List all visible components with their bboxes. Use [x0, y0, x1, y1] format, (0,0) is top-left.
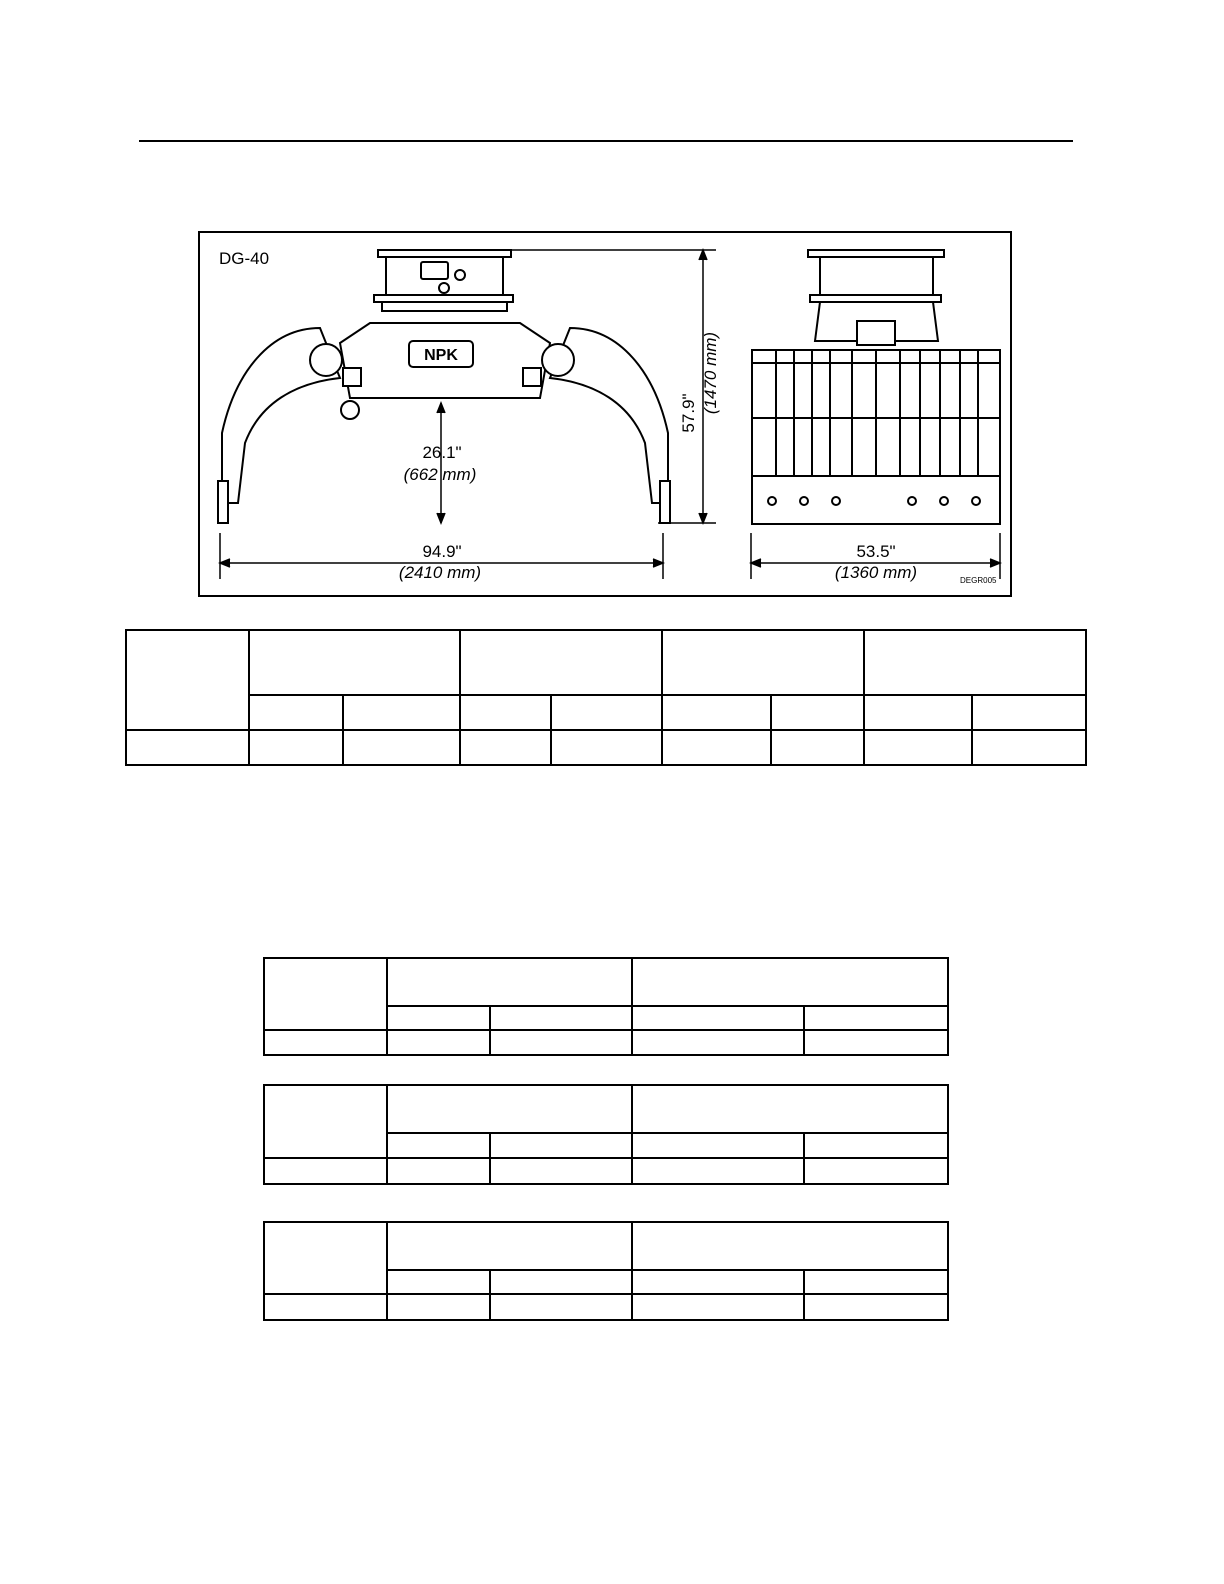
right-pin: [523, 368, 541, 386]
mount-plate: [378, 250, 511, 257]
rotator-flange: [374, 295, 513, 302]
table-cell: [632, 1270, 804, 1294]
table-cell: [551, 730, 662, 765]
table-cell: [972, 695, 1086, 730]
table-cell: [864, 695, 972, 730]
table-cell: [771, 730, 865, 765]
table-cell: [387, 958, 632, 1006]
fitting-icon: [439, 283, 449, 293]
table-cell: [264, 1294, 387, 1320]
side-valve-block: [857, 321, 895, 345]
small-spec-table-3: [263, 1221, 949, 1321]
side-mount-plate: [808, 250, 944, 257]
table-cell: [632, 1133, 804, 1158]
table-cell: [662, 695, 771, 730]
side-rotator-flange: [810, 295, 941, 302]
hose-fitting-icon: [341, 401, 359, 419]
width-mm-label: (2410 mm): [398, 563, 482, 582]
table-cell: [972, 730, 1086, 765]
table-row: [264, 1030, 948, 1055]
opening-in-label: 26.1": [422, 443, 462, 462]
table-cell: [490, 1030, 632, 1055]
table-cell: [387, 1222, 632, 1270]
table-cell: [343, 730, 461, 765]
table-cell: [551, 695, 662, 730]
table-cell: [490, 1158, 632, 1184]
table-cell: [804, 1294, 948, 1320]
table-cell: [632, 1158, 804, 1184]
table-cell: [662, 730, 771, 765]
table-cell: [864, 730, 972, 765]
model-label: DG-40: [219, 249, 270, 268]
table-cell: [387, 1085, 632, 1133]
table-cell: [387, 1006, 491, 1030]
table-row: [264, 1158, 948, 1184]
table-row: [264, 1294, 948, 1320]
table-cell: [264, 1030, 387, 1055]
right-pivot: [542, 344, 574, 376]
dimension-figure: [198, 231, 1012, 597]
width-in-label: 94.9": [422, 542, 462, 561]
table-cell: [264, 1222, 387, 1294]
table-cell: [387, 1294, 491, 1320]
table-cell: [490, 1006, 632, 1030]
table-cell: [264, 1158, 387, 1184]
table-cell: [632, 1006, 804, 1030]
table-cell: [662, 630, 865, 695]
figure-code: DEGR005: [960, 576, 997, 585]
rotator-port: [421, 262, 448, 279]
table-cell: [490, 1133, 632, 1158]
opening-dimension: [437, 403, 445, 523]
fitting-icon: [455, 270, 465, 280]
table-cell: [632, 1085, 948, 1133]
table-cell: [632, 1222, 948, 1270]
table-cell: [632, 1294, 804, 1320]
table-cell: [804, 1158, 948, 1184]
table-cell: [249, 730, 343, 765]
npk-logo: NPK: [424, 347, 458, 364]
depth-in-label: 53.5": [856, 542, 896, 561]
table-cell: [387, 1133, 491, 1158]
table-cell: [804, 1270, 948, 1294]
header-rule: [139, 140, 1073, 142]
table-cell: [264, 1085, 387, 1158]
side-base-plate: [752, 476, 1000, 524]
table-cell: [460, 730, 551, 765]
table-cell: [387, 1030, 491, 1055]
right-tip: [660, 481, 670, 523]
table-cell: [771, 695, 865, 730]
table-cell: [460, 630, 662, 695]
table-cell: [387, 1270, 491, 1294]
table-cell: [387, 1158, 491, 1184]
table-cell: [804, 1133, 948, 1158]
rotator-ring: [382, 302, 507, 311]
table-row: [126, 730, 1086, 765]
small-spec-table-2: [263, 1084, 949, 1185]
table-cell: [490, 1270, 632, 1294]
table-cell: [632, 1030, 804, 1055]
table-cell: [126, 730, 249, 765]
table-cell: [632, 958, 948, 1006]
left-pin: [343, 368, 361, 386]
table-cell: [804, 1006, 948, 1030]
grapple-drawing: [200, 233, 1014, 599]
small-spec-table-1: [263, 957, 949, 1056]
table-cell: [490, 1294, 632, 1320]
height-in-label: 57.9": [679, 393, 698, 433]
opening-mm-label: (662 mm): [403, 465, 477, 484]
table-cell: [343, 695, 461, 730]
side-rotator-housing: [820, 257, 933, 295]
table-cell: [264, 958, 387, 1030]
left-tip: [218, 481, 228, 523]
table-cell: [804, 1030, 948, 1055]
left-pivot: [310, 344, 342, 376]
table-cell: [864, 630, 1086, 695]
spec-table: [125, 629, 1087, 766]
table-cell: [460, 695, 551, 730]
height-mm-label: (1470 mm): [701, 331, 720, 415]
table-cell: [249, 695, 343, 730]
table-cell: [126, 630, 249, 730]
table-cell: [249, 630, 461, 695]
depth-mm-label: (1360 mm): [834, 563, 918, 582]
